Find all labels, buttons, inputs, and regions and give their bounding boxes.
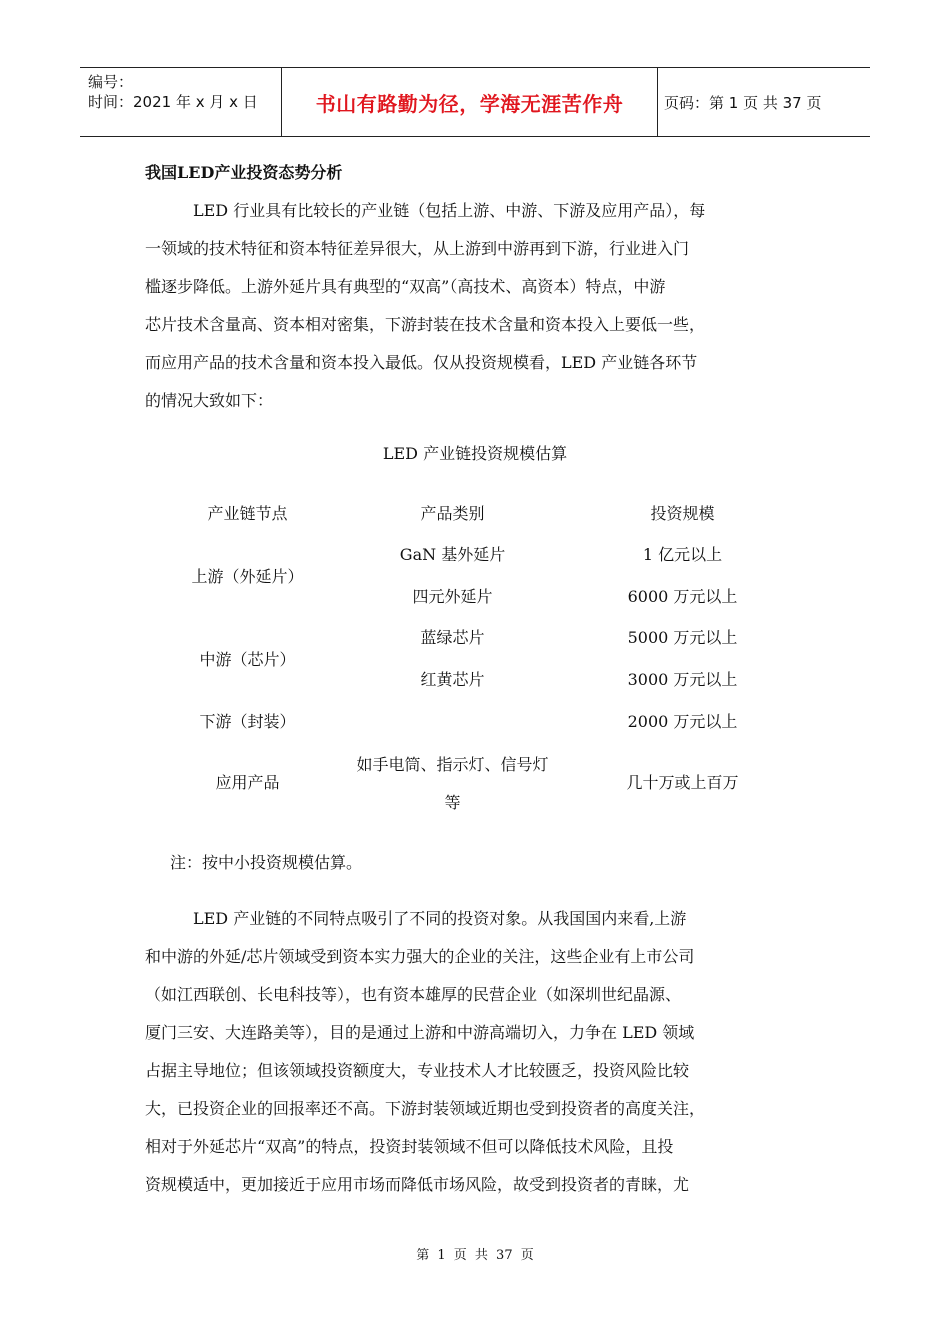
text-line: 相对于外延芯片“双高”的特点，投资封装领域不但可以降低技术风险，且投	[145, 1137, 674, 1156]
table-caption: LED 产业链投资规模估算	[382, 444, 568, 463]
table-cell-node: 上游（外延片）	[191, 567, 304, 586]
text-line: 占据主导地位；但该领域投资额度大，专业技术人才比较匮乏，投资风险比较	[145, 1061, 690, 1080]
document-header	[80, 67, 870, 137]
header-meta	[80, 68, 281, 136]
table-cell-scale: 3000 万元以上	[627, 670, 738, 689]
text-line: 一领域的技术特征和资本特征差异很大，从上游到中游再到下游，行业进入门	[145, 239, 690, 258]
text-line: 和中游的外延/芯片领域受到资本实力强大的企业的关注，这些企业有上市公司	[145, 947, 695, 966]
table-cell-scale: 6000 万元以上	[627, 587, 738, 606]
text-line: （如江西联创、长电科技等），也有资本雄厚的民营企业（如深圳世纪晶源、	[145, 985, 682, 1004]
text-line: 芯片技术含量高、资本相对密集，下游封装在技术含量和资本投入上要低一些，	[145, 315, 706, 334]
text-line: LED 行业具有比较长的产业链（包括上游、中游、下游及应用产品），每	[193, 201, 706, 220]
table-header-product: 产品类别	[420, 504, 485, 523]
table-cell-scale: 5000 万元以上	[627, 628, 738, 647]
table-cell-product: 如手电筒、指示灯、信号灯等	[356, 755, 549, 812]
table-note: 注：按中小投资规模估算。	[170, 853, 363, 872]
text-line: 资规模适中，更加接近于应用市场而降低市场风险，故受到投资者的青睐，尤	[145, 1175, 690, 1194]
text-line: 厦门三安、大连路美等），目的是通过上游和中游高端切入，力争在 LED 领域	[145, 1023, 695, 1042]
header-motto: 书山有路勤为径，学海无涯苦作舟	[281, 68, 658, 136]
table-cell-product: 蓝绿芯片	[420, 628, 485, 647]
table-cell-node: 中游（芯片）	[199, 650, 296, 669]
table-cell-scale: 1 亿元以上	[642, 545, 723, 564]
article-title: 我国LED产业投资态势分析	[145, 163, 343, 182]
table-cell-scale: 2000 万元以上	[627, 712, 738, 731]
header-page-info: 页码：第 1 页 共 37 页	[664, 93, 822, 112]
table-cell-node: 应用产品	[215, 773, 280, 792]
table-header-node: 产业链节点	[207, 504, 288, 523]
document-number-label: 编号：	[88, 73, 134, 91]
table-cell-product: GaN 基外延片	[399, 545, 506, 564]
table-cell-scale: 几十万或上百万	[626, 773, 739, 792]
paragraph-intro	[145, 192, 807, 420]
paragraph-investors	[145, 900, 807, 1204]
text-line: 而应用产品的技术含量和资本投入最低。仅从投资规模看，LED 产业链各环节	[145, 353, 698, 372]
document-date: 时间：2021 年 x 月 x 日	[88, 93, 258, 111]
text-line: 的情况大致如下：	[145, 391, 274, 410]
text-line: 槛逐步降低。上游外延片具有典型的“双高”（高技术、高资本）特点，中游	[145, 277, 666, 296]
table-cell-product: 四元外延片	[412, 587, 493, 606]
text-line: LED 产业链的不同特点吸引了不同的投资对象。从我国国内来看,上游	[193, 909, 687, 928]
table-cell-node: 下游（封装）	[199, 712, 296, 731]
page-footer: 第 1 页 共 37 页	[416, 1248, 534, 1263]
table-cell-product: 红黄芯片	[420, 670, 485, 689]
table-header-scale: 投资规模	[650, 504, 715, 523]
text-line: 大，已投资企业的回报率还不高。下游封装领域近期也受到投资者的高度关注，	[145, 1099, 706, 1118]
